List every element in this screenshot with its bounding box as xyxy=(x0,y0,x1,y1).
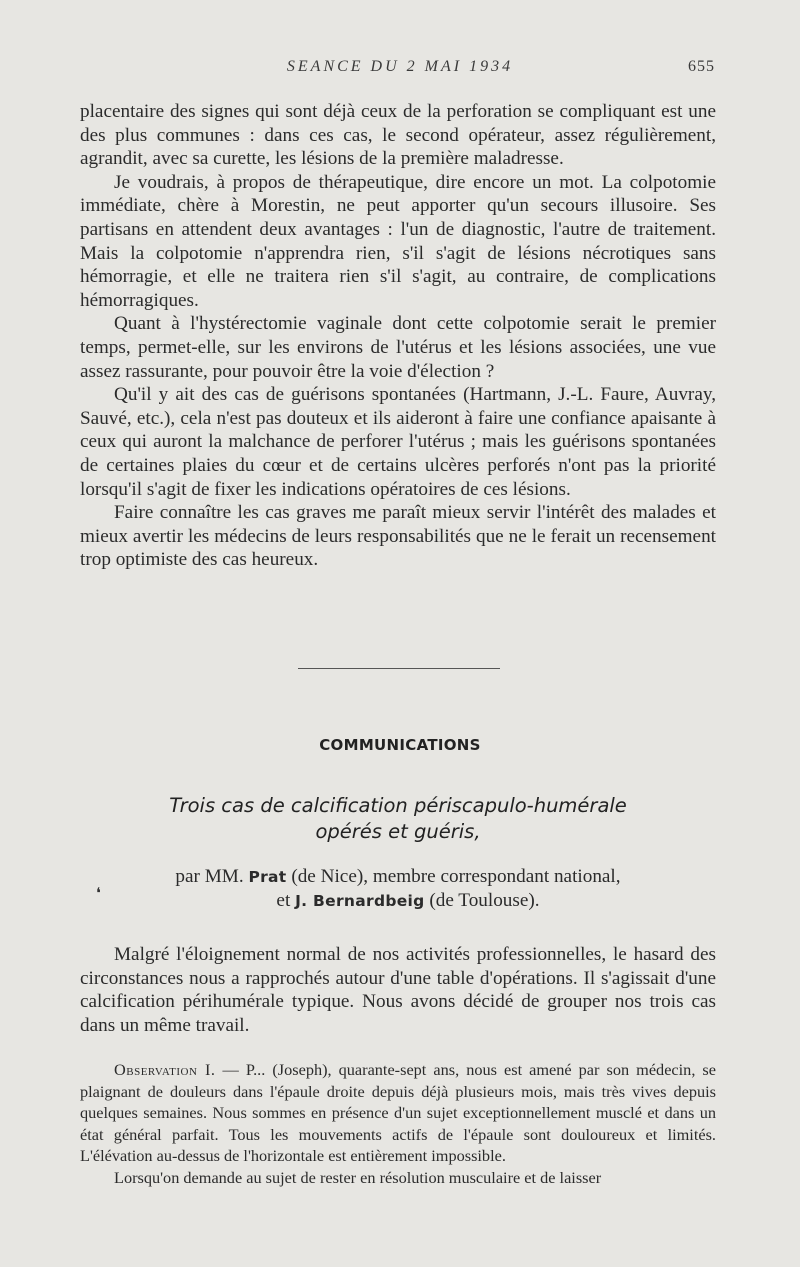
article-title xyxy=(80,793,716,845)
page-header xyxy=(0,58,800,82)
author-affiliation: (de Nice), membre correspondant national, xyxy=(291,866,621,887)
intro-paragraph: Malgré l'éloignement normal de nos activités professionnelles, le hasard des circonstances nous a rapprochés autour d'une table d'opérations. Il s'agissait d'une calcification périhumérale typique. Nous avons décidé de grouper nos trois cas dans un même travail. xyxy=(80,944,716,1036)
author-name: Prat xyxy=(248,868,287,886)
authors-byline xyxy=(80,865,716,913)
section-heading: COMMUNICATIONS xyxy=(319,736,481,754)
observation-next-line: Lorsqu'on demande au sujet de rester en résolution musculaire et de laisser xyxy=(114,1167,602,1187)
page-number: 655 xyxy=(688,58,715,75)
authors-line-1 xyxy=(80,865,716,889)
paragraph: Faire connaître les cas graves me paraît mieux servir l'intérêt des malades et mieux avertir les médecins de leurs responsabilités que ne le ferait un recensement trop optimiste des cas heureux. xyxy=(80,502,716,571)
article-title-line-1: Trois cas de calcification périscapulo-humérale xyxy=(169,794,627,817)
author-affiliation: (de Toulouse). xyxy=(429,890,540,911)
paragraph: Je voudrais, à propos de thérapeutique, dire encore un mot. La colpotomie immédiate, chère à Morestin, ne peut apporter qu'un secours illusoire. Ses partisans en attendent deux avantages : l'un de diagnostic, l'autre de traitement. Mais la colpotomie n'apprendra rien, s'il s'agit de lésions nécrotiques sans hémorragie, et elle ne traitera rien s'il s'agit, au contraire, de complications hémorragiques. xyxy=(80,171,716,311)
margin-mark-icon: ❛ xyxy=(96,884,101,902)
paragraph: Qu'il y ait des cas de guérisons spontanées (Hartmann, J.-L. Faure, Auvray, Sauvé, etc.), cela n'est pas douteux et ils aideront à faire une confiance apaisante à ceux qui auront la malchance de perforer l'utérus ; mais les guérisons spontanées de certaines plaies du cœur et de certains ulcères perforés n'ont pas la priorité lorsqu'il s'agit de fixer les indications opératoires de ces lésions. xyxy=(80,384,716,500)
observation-block xyxy=(80,1059,716,1188)
author-name: J. Bernardbeig xyxy=(295,892,425,910)
previous-article-text xyxy=(80,100,716,572)
running-title: SEANCE DU 2 MAI 1934 xyxy=(286,58,514,75)
article-title-line-2: opérés et guéris, xyxy=(315,820,481,843)
authors-line-2 xyxy=(80,889,716,913)
intro-text xyxy=(80,943,716,1037)
authors-conjunction: et xyxy=(276,890,291,911)
separator-rule xyxy=(298,668,500,669)
observation-label: Observation I. xyxy=(114,1060,216,1079)
paragraph: Quant à l'hystérectomie vaginale dont cette colpotomie serait le premier temps, permet-elle, sur les environs de l'utérus et les lésions associées, une vue assez rassurante, pour pouvoir être la voie d'élection ? xyxy=(80,313,716,382)
observation-paragraph xyxy=(80,1059,716,1167)
paragraph: placentaire des signes qui sont déjà ceux de la perforation se compliquant est une des plus communes : dans ces cas, le second opérateur, assez régulièrement, agrandit, avec sa curette, les lésions de la première maladresse. xyxy=(80,101,716,170)
authors-prefix: par MM. xyxy=(175,866,244,887)
observation-text: — P... (Joseph), quarante-sept ans, nous est amené par son médecin, se plaignant de douleurs dans l'épaule droite depuis déjà plusieurs mois, mais très vives depuis quelques semaines. Nous sommes en présence d'un sujet exceptionnellement musclé et dans un état général parfait. Tous les mouvements actifs de l'épaule sont douloureux et limités. L'élévation au-dessus de l'horizontale est entièrement impossible. xyxy=(80,1060,716,1165)
